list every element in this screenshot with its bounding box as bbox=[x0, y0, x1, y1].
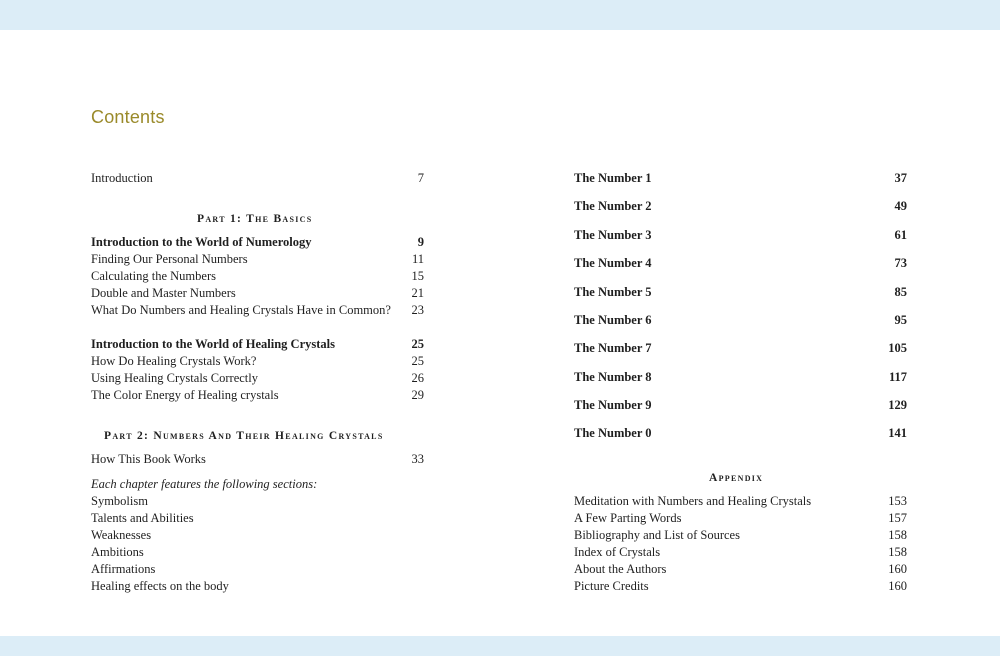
toc-entry-label: The Number 8 bbox=[574, 370, 652, 384]
toc-entry-number-9[interactable] bbox=[574, 397, 907, 413]
toc-entry-label: Bibliography and List of Sources bbox=[574, 528, 740, 542]
sections-intro-text: Each chapter features the following sections: bbox=[91, 477, 318, 491]
toc-entry-page: 7 bbox=[417, 171, 424, 185]
toc-entry-page: 33 bbox=[411, 452, 424, 466]
toc-entry-page: 29 bbox=[411, 388, 424, 402]
toc-entry[interactable] bbox=[574, 510, 907, 526]
section-item bbox=[91, 544, 424, 560]
toc-entry-label: Picture Credits bbox=[574, 579, 649, 593]
toc-entry-page: 26 bbox=[411, 371, 424, 385]
toc-entry-label: Introduction to the World of Numerology bbox=[91, 235, 312, 249]
toc-entry[interactable] bbox=[91, 251, 424, 267]
toc-entry-number-2[interactable] bbox=[574, 198, 907, 214]
section-item bbox=[91, 510, 424, 526]
toc-entry[interactable] bbox=[574, 527, 907, 543]
toc-entry-page: 153 bbox=[888, 494, 907, 508]
part-1-heading: Part 1: The Basics bbox=[197, 213, 313, 225]
toc-entry-page: 117 bbox=[888, 370, 907, 384]
toc-entry-page: 25 bbox=[411, 354, 424, 368]
toc-entry[interactable] bbox=[91, 285, 424, 301]
toc-entry-number-3[interactable] bbox=[574, 227, 907, 243]
toc-entry[interactable] bbox=[91, 370, 424, 386]
toc-entry-label: Introduction to the World of Healing Crystals bbox=[91, 337, 335, 351]
toc-entry-page: 11 bbox=[411, 252, 424, 266]
toc-entry-page: 160 bbox=[888, 562, 907, 576]
section-item bbox=[91, 578, 424, 594]
toc-entry-label: The Number 3 bbox=[574, 228, 652, 242]
toc-entry-label: The Number 1 bbox=[574, 171, 652, 185]
toc-entry-label: The Number 0 bbox=[574, 426, 652, 440]
toc-entry-label: The Number 5 bbox=[574, 285, 652, 299]
toc-entry-label: Using Healing Crystals Correctly bbox=[91, 371, 258, 385]
toc-entry[interactable] bbox=[91, 387, 424, 403]
toc-entry-label: Double and Master Numbers bbox=[91, 286, 236, 300]
section-item-label: Affirmations bbox=[91, 562, 156, 576]
toc-entry[interactable] bbox=[574, 578, 907, 594]
toc-entry-label: What Do Numbers and Healing Crystals Have in Common? bbox=[91, 303, 391, 317]
toc-entry[interactable] bbox=[574, 561, 907, 577]
section-item-label: Talents and Abilities bbox=[91, 511, 194, 525]
toc-entry[interactable] bbox=[91, 234, 424, 250]
toc-entry-label: The Number 9 bbox=[574, 398, 652, 412]
toc-entry-number-8[interactable] bbox=[574, 369, 907, 385]
toc-entry[interactable] bbox=[574, 544, 907, 560]
toc-entry-label: The Number 7 bbox=[574, 341, 652, 355]
toc-entry-number-1[interactable] bbox=[574, 170, 907, 186]
toc-entry-label: The Number 6 bbox=[574, 313, 652, 327]
toc-entry-page: 85 bbox=[894, 285, 907, 299]
toc-entry-label: Calculating the Numbers bbox=[91, 269, 216, 283]
section-item-label: Symbolism bbox=[91, 494, 148, 508]
toc-entry-label: The Number 4 bbox=[574, 256, 652, 270]
section-item-label: Ambitions bbox=[91, 545, 144, 559]
toc-entry[interactable] bbox=[91, 353, 424, 369]
toc-entry-number-0[interactable] bbox=[574, 425, 907, 441]
sections-intro bbox=[91, 476, 424, 492]
toc-entry-label: How This Book Works bbox=[91, 452, 206, 466]
toc-entry[interactable] bbox=[91, 302, 424, 318]
toc-entry-page: 95 bbox=[894, 313, 907, 327]
toc-entry-page: 21 bbox=[411, 286, 424, 300]
section-item bbox=[91, 493, 424, 509]
toc-entry-page: 37 bbox=[894, 171, 907, 185]
toc-entry-label: How Do Healing Crystals Work? bbox=[91, 354, 257, 368]
toc-entry[interactable] bbox=[91, 268, 424, 284]
toc-entry-page: 25 bbox=[411, 337, 424, 351]
toc-entry-page: 129 bbox=[888, 398, 907, 412]
toc-entry-page: 9 bbox=[417, 235, 424, 249]
toc-entry-page: 15 bbox=[411, 269, 424, 283]
toc-entry-label: About the Authors bbox=[574, 562, 667, 576]
toc-entry-page: 141 bbox=[888, 426, 907, 440]
toc-entry-page: 158 bbox=[888, 545, 907, 559]
toc-entry-number-6[interactable] bbox=[574, 312, 907, 328]
toc-entry-introduction[interactable] bbox=[91, 170, 424, 186]
toc-entry-label: Index of Crystals bbox=[574, 545, 661, 559]
toc-entry-label: Meditation with Numbers and Healing Crystals bbox=[574, 494, 812, 508]
toc-entry-number-4[interactable] bbox=[574, 255, 907, 271]
toc-entry-number-5[interactable] bbox=[574, 284, 907, 300]
part-2-heading: Part 2: Numbers And Their Healing Crystals bbox=[104, 430, 384, 442]
toc-entry-label: Finding Our Personal Numbers bbox=[91, 252, 248, 266]
toc-entry-page: 23 bbox=[411, 303, 424, 317]
toc-entry-label: A Few Parting Words bbox=[574, 511, 682, 525]
toc-entry-page: 160 bbox=[888, 579, 907, 593]
toc-entry-page: 49 bbox=[894, 199, 907, 213]
section-item-label: Healing effects on the body bbox=[91, 579, 229, 593]
toc-entry[interactable] bbox=[574, 493, 907, 509]
appendix-heading: Appendix bbox=[709, 472, 764, 484]
toc-entry-page: 105 bbox=[888, 341, 907, 355]
section-item-label: Weaknesses bbox=[91, 528, 152, 542]
toc-entry-page: 157 bbox=[888, 511, 907, 525]
toc-entry-label: The Number 2 bbox=[574, 199, 652, 213]
toc-entry-label: Introduction bbox=[91, 171, 153, 185]
toc-entry-page: 158 bbox=[888, 528, 907, 542]
section-item bbox=[91, 527, 424, 543]
toc-entry[interactable] bbox=[91, 451, 424, 467]
toc-entry[interactable] bbox=[91, 336, 424, 352]
toc-entry-number-7[interactable] bbox=[574, 340, 907, 356]
page-title: Contents bbox=[91, 107, 165, 127]
toc-entry-page: 61 bbox=[894, 228, 907, 242]
toc-entry-page: 73 bbox=[894, 256, 907, 270]
toc-entry-label: The Color Energy of Healing crystals bbox=[91, 388, 279, 402]
section-item bbox=[91, 561, 424, 577]
